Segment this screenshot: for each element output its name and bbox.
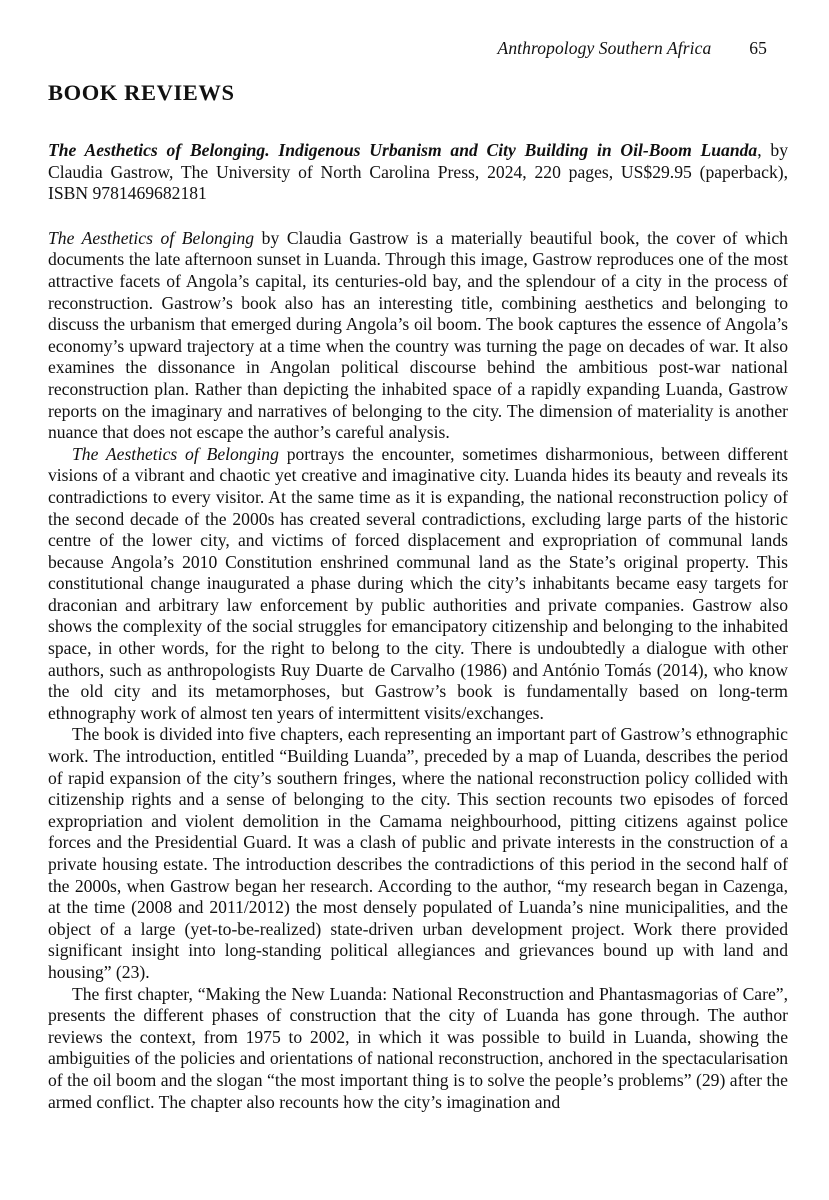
paragraph-text: The book is divided into five chapters, each representing an important part of Gastrow’s ethnographic work. The introduction, entitled “Building Luanda”, preceded by a map of Luanda, describes the period of rapid expansion of the city’s southern fringes, where the national reconstruction policy collided with citizenship rights and a sense of belonging to the city. This section recounts two episodes of forced expropriation and violent demolition in the Camama neighbourhood, pitting citizens against police forces and the Presidential Guard. It was a clash of public and private interests in the construction of a private housing estate. The introduction describes the contradictions of this period in the second half of the 2000s, when Gastrow began her research. According to the author, “my research began in Cazenga, at the time (2008 and 2011/2012) the most densely populated of Luanda’s nine municipalities, and the object of a large (yet-to-be-realized) state-driven urban development project. Work there provided significant insight into long-standing political allegiances and grievances bound up with land and housing” (23). [48, 724, 788, 982]
review-paragraph [48, 444, 788, 725]
paragraph-text: by Claudia Gastrow is a materially beautiful book, the cover of which documents the late afternoon sunset in Luanda. Through this image, Gastrow reproduces one of the most attractive facets of Angola’s capital, its centuries-old bay, and the splendour of a city in the process of reconstruction. Gastrow’s book also has an interesting title, combining aesthetics and belonging to discuss the urbanism that emerged during Angola’s oil boom. The book captures the essence of Angola’s economy’s upward trajectory at a time when the country was turning the page on decades of war. It also examines the dissonance in Angolan political discourse behind the ambitious post-war national reconstruction plan. Rather than depicting the inhabited space of a rapidly expanding Luanda, Gastrow reports on the imaginary and narratives of belonging to the city. The dimension of materiality is another nuance that does not escape the author’s careful analysis. [48, 227, 788, 443]
book-citation [48, 140, 788, 205]
journal-title: Anthropology Southern Africa [497, 38, 712, 58]
review-paragraph [48, 984, 788, 1114]
section-title: BOOK REVIEWS [48, 80, 235, 105]
review-paragraph [48, 228, 788, 444]
review-body [48, 228, 788, 1113]
paragraph-lead-italic: The Aesthetics of Belonging [72, 443, 279, 464]
citation-details: , by Claudia Gastrow, The University of North Carolina Press, 2024, 220 pages, US$29.95 (paperback), ISBN 9781469682181 [48, 140, 788, 204]
paragraph-lead-italic: The Aesthetics of Belonging [48, 227, 255, 248]
book-title: The Aesthetics of Belonging. Indigenous Urbanism and City Building in Oil-Boom Luanda [48, 140, 758, 160]
review-paragraph [48, 724, 788, 983]
review-content [48, 140, 788, 1113]
paragraph-text: The first chapter, “Making the New Luanda: National Reconstruction and Phantasmagorias of Care”, presents the different phases of construction that the city of Luanda has gone through. The author reviews the context, from 1975 to 2002, in which it was possible to build in Luanda, showing the ambiguities of the policies and orientations of national reconstruction, anchored in the spectacularisation of the oil boom and the slogan “the most important thing is to solve the people’s problems” (29) after the armed conflict. The chapter also recounts how the city’s imagination and [48, 983, 788, 1112]
page-number: 65 [749, 38, 767, 58]
paragraph-text: portrays the encounter, sometimes disharmonious, between different visions of a vibrant and chaotic yet creative and imaginative city. Luanda hides its beauty and reveals its contradictions to every visitor. At the same time as it is expanding, the national reconstruction policy of the second decade of the 2000s has created several contradictions, excluding large parts of the historic centre of the lower city, and victims of forced displacement and expropriation of communal lands because Angola’s 2010 Constitution enshrined communal land as the State’s original property. This constitutional change inaugurated a phase during which the city’s inhabitants became easy targets for draconian and arbitrary law enforcement by public authorities and private companies. Gastrow also shows the complexity of the social struggles for emancipatory citizenship and belonging to the inhabited space, in other words, for the right to belong to the city. There is undoubtedly a dialogue with other authors, such as anthropologists Ruy Duarte de Carvalho (1986) and António Tomás (2014), who know the old city and its metamorphoses, but Gastrow’s book is fundamentally based on long-term ethnography work of almost ten years of intermittent visits/exchanges. [48, 443, 788, 723]
running-head [498, 38, 767, 59]
